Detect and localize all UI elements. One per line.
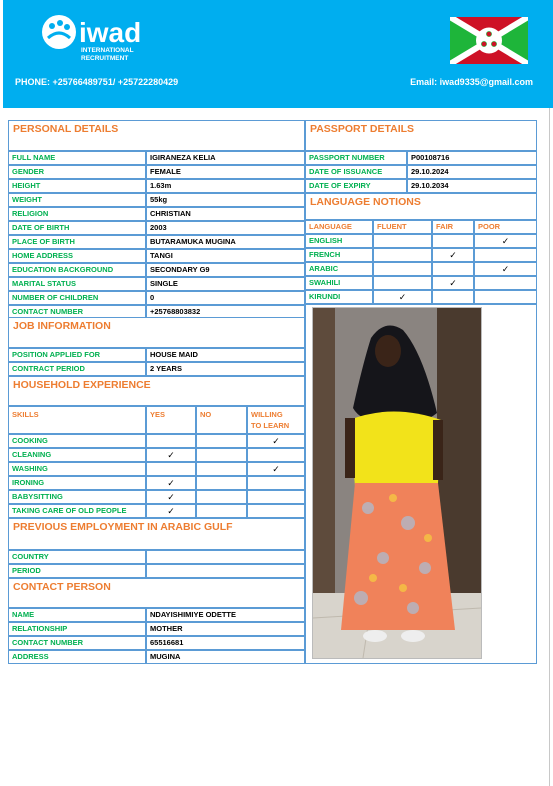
- language-header: LANGUAGE: [305, 220, 373, 234]
- household-check: ✓: [146, 448, 196, 462]
- language-check: [474, 276, 537, 290]
- personal-value: FEMALE: [146, 165, 305, 179]
- personal-value: IGIRANEZA KELIA: [146, 151, 305, 165]
- section-title-previous: PREVIOUS EMPLOYMENT IN ARABIC GULF: [8, 518, 305, 550]
- language-check: ✓: [432, 276, 474, 290]
- job-label: CONTRACT PERIOD: [8, 362, 146, 376]
- language-name: KIRUNDI: [305, 290, 373, 304]
- language-header: POOR: [474, 220, 537, 234]
- contact-value: 65516681: [146, 636, 305, 650]
- household-check: ✓: [247, 434, 305, 448]
- passport-label: DATE OF ISSUANCE: [305, 165, 407, 179]
- household-skill: WASHING: [8, 462, 146, 476]
- household-skill: TAKING CARE OF OLD PEOPLE: [8, 504, 146, 518]
- header-phone: PHONE: +25766489751/ +25722280429: [15, 77, 179, 87]
- language-check: ✓: [373, 290, 432, 304]
- household-check: [196, 476, 247, 490]
- personal-label: HOME ADDRESS: [8, 249, 146, 263]
- language-check: [474, 248, 537, 262]
- contact-value: MUGINA: [146, 650, 305, 664]
- language-check: [373, 234, 432, 248]
- household-skill: BABYSITTING: [8, 490, 146, 504]
- household-check: ✓: [146, 504, 196, 518]
- contact-label: CONTACT NUMBER: [8, 636, 146, 650]
- personal-label: NUMBER OF CHILDREN: [8, 291, 146, 305]
- personal-label: RELIGION: [8, 207, 146, 221]
- personal-label: FULL NAME: [8, 151, 146, 165]
- language-header: FLUENT: [373, 220, 432, 234]
- language-header: FAIR: [432, 220, 474, 234]
- previous-value: [146, 564, 305, 578]
- language-check: [373, 276, 432, 290]
- household-check: ✓: [247, 462, 305, 476]
- previous-value: [146, 550, 305, 564]
- household-check: ✓: [146, 490, 196, 504]
- household-skill: CLEANING: [8, 448, 146, 462]
- personal-value: SINGLE: [146, 277, 305, 291]
- household-check: [247, 476, 305, 490]
- language-name: ENGLISH: [305, 234, 373, 248]
- language-check: [432, 262, 474, 276]
- household-header-line: TO LEARN: [251, 421, 290, 430]
- personal-label: EDUCATION BACKGROUND: [8, 263, 146, 277]
- household-check: [196, 504, 247, 518]
- svg-text:iwad: iwad: [79, 17, 142, 48]
- svg-text:INTERNATIONAL: INTERNATIONAL: [81, 47, 134, 54]
- job-label: POSITION APPLIED FOR: [8, 348, 146, 362]
- household-skill: IRONING: [8, 476, 146, 490]
- household-check: [247, 490, 305, 504]
- previous-label: PERIOD: [8, 564, 146, 578]
- personal-value: 1.63m: [146, 179, 305, 193]
- contact-value: NDAYISHIMIYE ODETTE: [146, 608, 305, 622]
- language-name: FRENCH: [305, 248, 373, 262]
- language-check: ✓: [432, 248, 474, 262]
- household-check: [146, 434, 196, 448]
- passport-label: PASSPORT NUMBER: [305, 151, 407, 165]
- contact-label: NAME: [8, 608, 146, 622]
- household-header: YES: [146, 406, 196, 434]
- household-check: [247, 448, 305, 462]
- household-check: [196, 462, 247, 476]
- language-check: [432, 234, 474, 248]
- household-check: [196, 434, 247, 448]
- contact-label: ADDRESS: [8, 650, 146, 664]
- job-value: HOUSE MAID: [146, 348, 305, 362]
- household-check: [146, 462, 196, 476]
- section-title-personal: PERSONAL DETAILS: [8, 120, 305, 151]
- language-check: [373, 248, 432, 262]
- section-title-household: HOUSEHOLD EXPERIENCE: [8, 376, 305, 406]
- language-check: ✓: [474, 234, 537, 248]
- language-check: [474, 290, 537, 304]
- household-skill: COOKING: [8, 434, 146, 448]
- personal-label: WEIGHT: [8, 193, 146, 207]
- household-check: [196, 448, 247, 462]
- personal-label: DATE OF BIRTH: [8, 221, 146, 235]
- language-name: ARABIC: [305, 262, 373, 276]
- svg-text:RECRUITMENT: RECRUITMENT: [81, 55, 129, 62]
- personal-label: HEIGHT: [8, 179, 146, 193]
- section-title-contact: CONTACT PERSON: [8, 578, 305, 608]
- passport-label: DATE OF EXPIRY: [305, 179, 407, 193]
- personal-label: PLACE OF BIRTH: [8, 235, 146, 249]
- personal-value: TANGI: [146, 249, 305, 263]
- household-check: ✓: [146, 476, 196, 490]
- household-header: SKILLS: [8, 406, 146, 434]
- language-name: SWAHILI: [305, 276, 373, 290]
- passport-value: P00108716: [407, 151, 537, 165]
- passport-value: 29.10.2034: [407, 179, 537, 193]
- contact-value: MOTHER: [146, 622, 305, 636]
- header-email: Email: iwad9335@gmail.com: [410, 77, 533, 87]
- candidate-photo: [312, 307, 482, 659]
- contact-label: RELATIONSHIP: [8, 622, 146, 636]
- personal-value: BUTARAMUKA MUGINA: [146, 235, 305, 249]
- section-title-job: JOB INFORMATION: [8, 317, 305, 348]
- household-header-willing: [247, 406, 305, 434]
- personal-label: CONTACT NUMBER: [8, 305, 146, 319]
- personal-value: 55kg: [146, 193, 305, 207]
- language-check: [432, 290, 474, 304]
- personal-value: 0: [146, 291, 305, 305]
- household-check: [196, 490, 247, 504]
- section-title-language: LANGUAGE NOTIONS: [305, 193, 537, 220]
- personal-value: 2003: [146, 221, 305, 235]
- language-check: [373, 262, 432, 276]
- personal-value: CHRISTIAN: [146, 207, 305, 221]
- personal-value: +25768803832: [146, 305, 305, 319]
- personal-label: MARITAL STATUS: [8, 277, 146, 291]
- job-value: 2 YEARS: [146, 362, 305, 376]
- passport-value: 29.10.2024: [407, 165, 537, 179]
- household-header-line: WILLING: [251, 410, 283, 419]
- section-title-passport: PASSPORT DETAILS: [305, 120, 537, 151]
- language-check: ✓: [474, 262, 537, 276]
- household-check: [247, 504, 305, 518]
- household-header: NO: [196, 406, 247, 434]
- personal-label: GENDER: [8, 165, 146, 179]
- personal-value: SECONDARY G9: [146, 263, 305, 277]
- previous-label: COUNTRY: [8, 550, 146, 564]
